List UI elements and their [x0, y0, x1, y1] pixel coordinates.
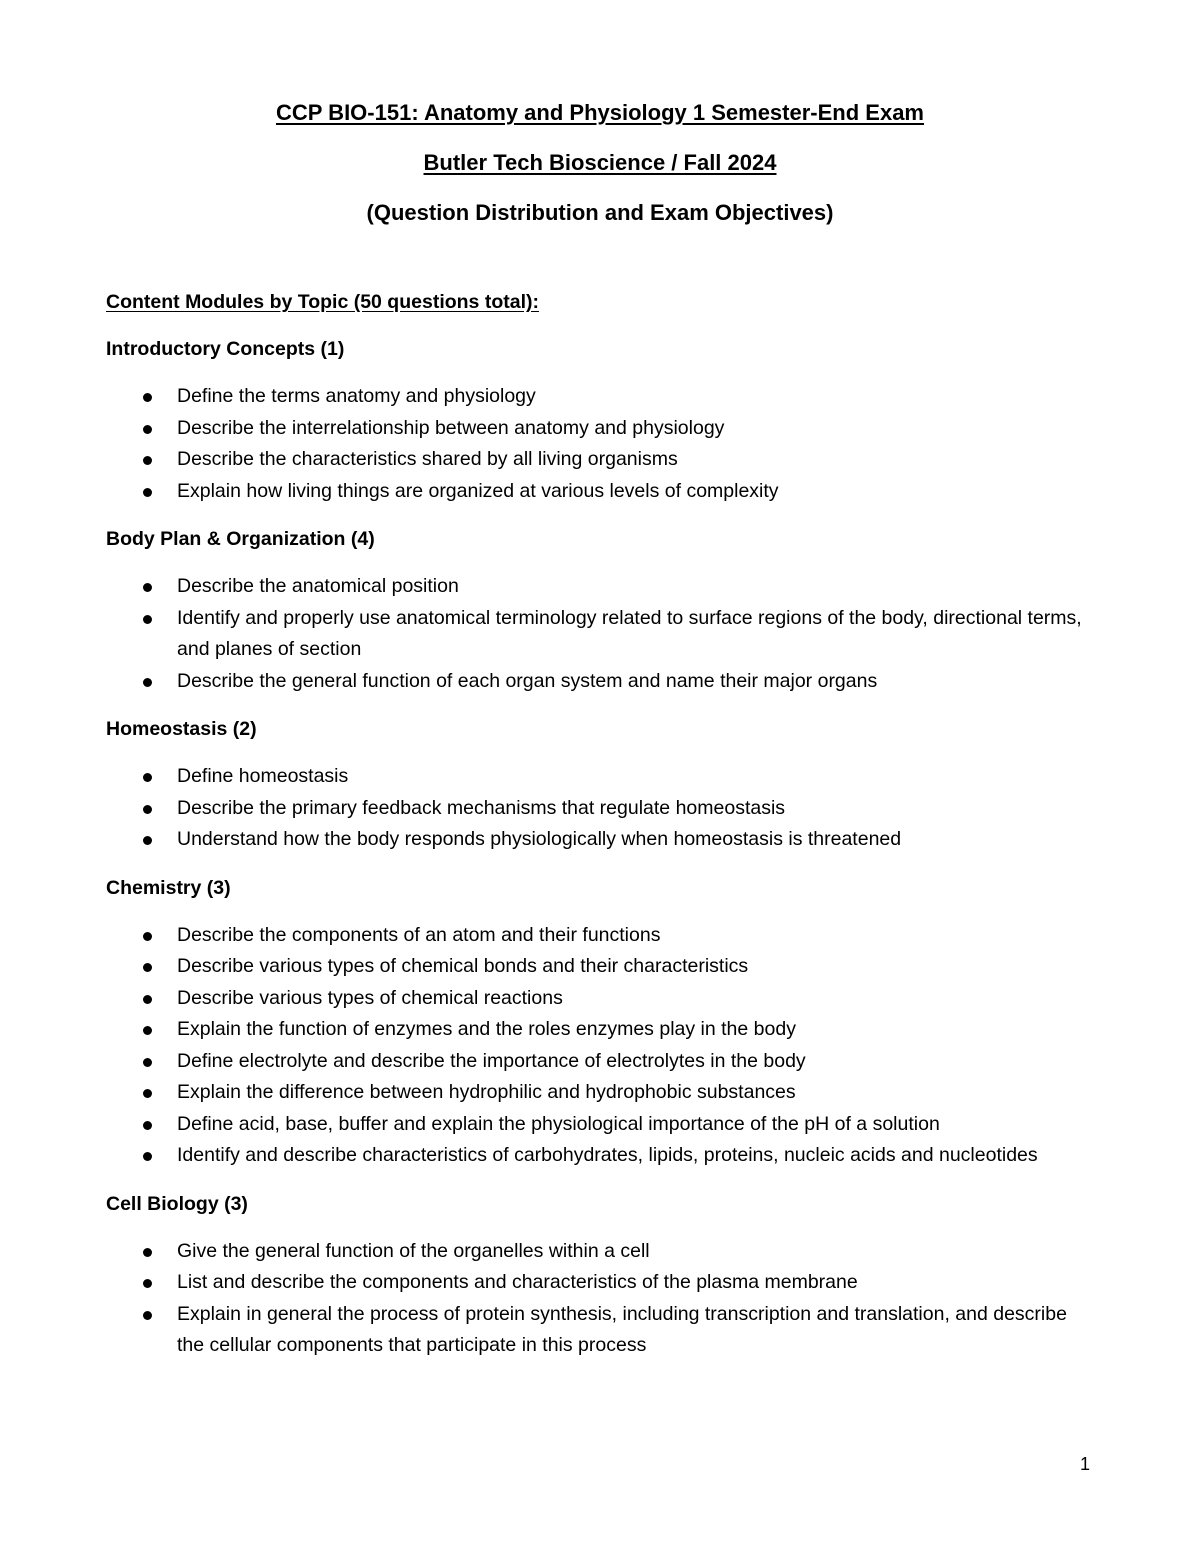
- objective-item: [106, 1014, 1096, 1046]
- objective-item: [106, 1077, 1096, 1109]
- objective-text: Describe the primary feedback mechanisms that regulate homeostasis: [177, 796, 786, 819]
- objective-text: Describe the anatomical position: [177, 575, 459, 597]
- page-number: 1: [1080, 1454, 1091, 1474]
- objective-item: [106, 603, 1096, 666]
- objective-item: [106, 476, 1096, 508]
- module-section: [106, 1189, 1096, 1362]
- objective-text: Identify and describe characteristics of carbohydrates, lipids, proteins, nucleic acids and nucleotides: [177, 1144, 1038, 1166]
- objective-list: [106, 571, 1096, 697]
- bullet-icon: [143, 1152, 152, 1161]
- module-section: [106, 873, 1096, 1172]
- objective-item: [106, 1267, 1096, 1299]
- module-heading: Chemistry (3): [106, 876, 231, 899]
- module-heading: Body Plan & Organization (4): [106, 528, 375, 550]
- objective-item: [106, 793, 1096, 825]
- objective-item: [106, 444, 1096, 476]
- module-heading: Cell Biology (3): [106, 1192, 248, 1215]
- objective-item: [106, 920, 1096, 952]
- document-subtitle: Butler Tech Bioscience / Fall 2024: [423, 150, 777, 175]
- document-title: CCP BIO-151: Anatomy and Physiology 1 Semester-End Exam: [276, 100, 924, 125]
- objective-item: [106, 1236, 1096, 1268]
- module-section: [106, 524, 1096, 697]
- bullet-icon: [143, 1121, 152, 1130]
- section-label-colon: :: [532, 291, 539, 313]
- objective-item: [106, 951, 1096, 983]
- objective-list: [106, 381, 1096, 507]
- module-list: [106, 334, 1096, 1362]
- objective-text: Explain how living things are organized at various levels of complexity: [177, 479, 779, 502]
- document-description: (Question Distribution and Exam Objectives): [366, 200, 834, 225]
- bullet-icon: [143, 836, 152, 845]
- content-area: [106, 287, 1096, 1362]
- objective-text: Describe the general function of each organ system and name their major organs: [177, 669, 878, 692]
- bullet-icon: [143, 615, 152, 624]
- objective-item: [106, 1299, 1096, 1362]
- bullet-icon: [143, 1311, 152, 1320]
- bullet-icon: [143, 583, 152, 592]
- objective-list: [106, 1236, 1096, 1362]
- objective-list: [106, 920, 1096, 1172]
- bullet-icon: [143, 963, 152, 972]
- objective-item: [106, 1140, 1096, 1172]
- bullet-icon: [143, 425, 152, 434]
- bullet-icon: [143, 1248, 152, 1257]
- title-block: [0, 88, 1200, 238]
- bullet-icon: [143, 932, 152, 941]
- objective-text: Define electrolyte and describe the importance of electrolytes in the body: [177, 1049, 806, 1072]
- bullet-icon: [143, 1279, 152, 1288]
- bullet-icon: [143, 1089, 152, 1098]
- objective-text: Define the terms anatomy and physiology: [177, 385, 536, 407]
- bullet-icon: [143, 456, 152, 465]
- objective-item: [106, 983, 1096, 1015]
- objective-item: [106, 824, 1096, 856]
- section-label: [106, 287, 1096, 317]
- objective-text: Define acid, base, buffer and explain the physiological importance of the pH of a solution: [177, 1112, 940, 1135]
- objective-text: List and describe the components and characteristics of the plasma membrane: [177, 1271, 858, 1293]
- objective-item: [106, 761, 1096, 793]
- bullet-icon: [143, 1026, 152, 1035]
- module-heading: Introductory Concepts (1): [106, 338, 345, 360]
- objective-text: Give the general function of the organelles within a cell: [177, 1239, 650, 1262]
- objective-item: [106, 666, 1096, 698]
- module-heading: Homeostasis (2): [106, 718, 257, 740]
- bullet-icon: [143, 678, 152, 687]
- module-section: [106, 334, 1096, 507]
- objective-item: [106, 1109, 1096, 1141]
- objective-text: Identify and properly use anatomical terminology related to surface regions of the body, directional terms, and planes of section: [177, 606, 1082, 660]
- objective-item: [106, 413, 1096, 445]
- objective-item: [106, 1046, 1096, 1078]
- module-section: [106, 714, 1096, 856]
- objective-text: Understand how the body responds physiologically when homeostasis is threatened: [177, 828, 902, 850]
- bullet-icon: [143, 1058, 152, 1067]
- objective-text: Describe the interrelationship between anatomy and physiology: [177, 416, 725, 439]
- objective-text: Describe various types of chemical reactions: [177, 986, 563, 1009]
- objective-text: Define homeostasis: [177, 765, 349, 787]
- bullet-icon: [143, 995, 152, 1004]
- bullet-icon: [143, 488, 152, 497]
- bullet-icon: [143, 393, 152, 402]
- section-label-text: Content Modules by Topic (50 questions total): [106, 291, 533, 313]
- objective-text: Describe the components of an atom and their functions: [177, 923, 661, 946]
- objective-item: [106, 381, 1096, 413]
- objective-text: Describe the characteristics shared by all living organisms: [177, 448, 678, 470]
- bullet-icon: [143, 773, 152, 782]
- objective-item: [106, 571, 1096, 603]
- bullet-icon: [143, 805, 152, 814]
- objective-list: [106, 761, 1096, 856]
- objective-text: Explain the difference between hydrophilic and hydrophobic substances: [177, 1081, 796, 1103]
- objective-text: Explain in general the process of protein synthesis, including transcription and translation, and describe the cellular components that participate in this process: [177, 1302, 1067, 1356]
- objective-text: Explain the function of enzymes and the roles enzymes play in the body: [177, 1018, 796, 1040]
- objective-text: Describe various types of chemical bonds and their characteristics: [177, 955, 749, 977]
